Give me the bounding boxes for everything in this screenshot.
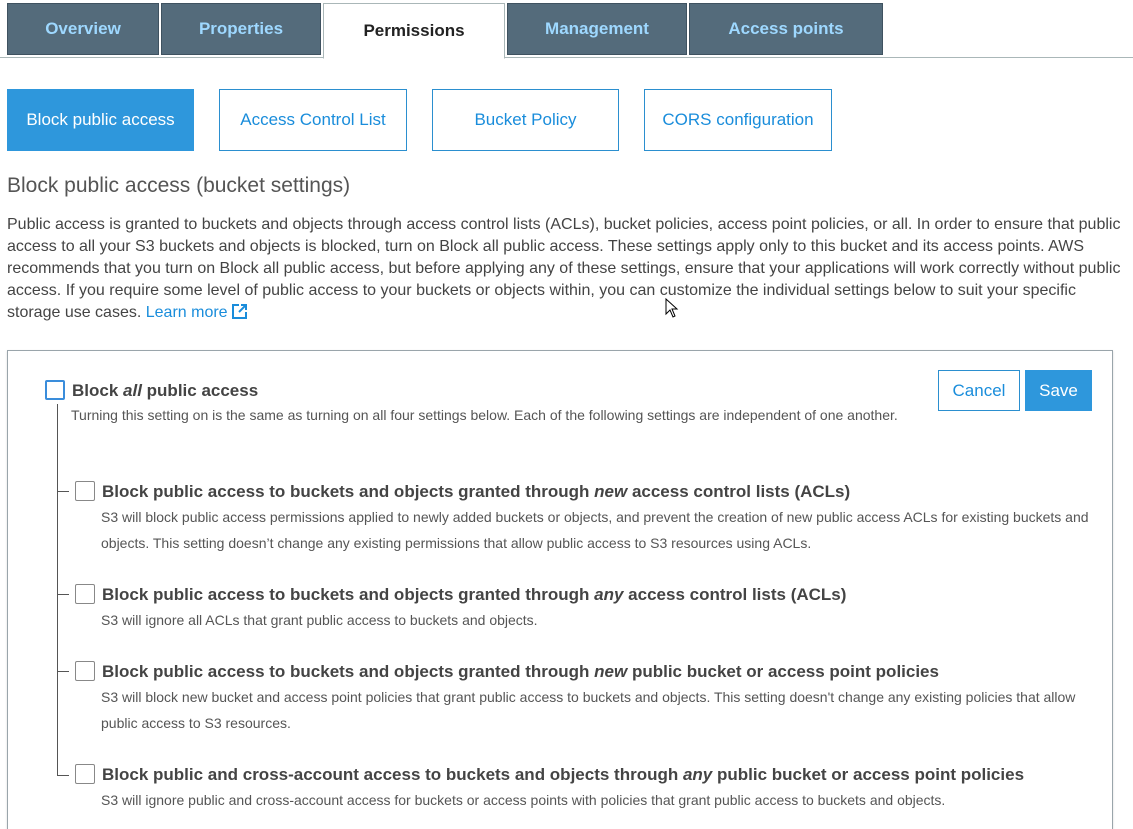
subtab-block-public-access[interactable] <box>7 89 194 151</box>
tab-permissions[interactable] <box>323 3 505 59</box>
block-all-checkbox[interactable] <box>45 380 65 400</box>
title-text: access control lists (ACLs) <box>627 482 851 501</box>
option-any-acl-checkbox[interactable] <box>75 584 95 604</box>
title-text: Block public access to buckets and objects granted through <box>102 482 595 501</box>
tab-access-points[interactable] <box>689 3 883 55</box>
title-emphasis: all <box>123 381 142 400</box>
title-text: Block <box>72 381 124 400</box>
tab-label: Permissions <box>363 21 465 40</box>
option-title <box>102 662 939 682</box>
title-text: Block public access to buckets and objects granted through <box>102 662 595 681</box>
option-new-acl-checkbox[interactable] <box>75 481 95 501</box>
option-title <box>102 585 846 605</box>
description-text: Public access is granted to buckets and objects through access control lists (ACLs), bucket policies, access point policies, or all. In order to ensure that public access to all your S3 buckets and objects is blocked, turn on Block all public access. These settings apply only to this bucket and its access points. AWS recommends that you turn on Block all public access, but before applying any of these settings, ensure that your applications will work correctly without public access. If you require some level of public access to your buckets or objects within, you can customize the individual settings below to suit your specific storage use cases. <box>7 216 1121 321</box>
title-text: Block public and cross-account access to buckets and objects through <box>102 765 683 784</box>
top-tab-bar <box>0 0 1133 58</box>
subtab-cors-configuration[interactable] <box>644 89 832 151</box>
option-description: S3 will ignore all ACLs that grant public access to buckets and objects. <box>101 612 538 628</box>
subtab-label: Block public access <box>26 110 175 129</box>
external-link-icon <box>232 303 248 319</box>
tab-properties[interactable] <box>161 3 321 55</box>
learn-more-label: Learn more <box>145 304 228 321</box>
subtab-label: Access Control List <box>240 110 386 129</box>
title-emphasis: any <box>594 585 624 604</box>
tab-label: Management <box>545 19 649 38</box>
title-text: Block public access to buckets and objects granted through <box>102 585 595 604</box>
title-emphasis: any <box>682 765 713 784</box>
block-all-title <box>72 381 258 401</box>
tab-label: Access points <box>728 19 844 38</box>
mouse-cursor-icon <box>665 298 679 318</box>
tree-branch <box>57 775 69 776</box>
title-text: public bucket or access point policies <box>712 765 1025 784</box>
title-text: access control lists (ACLs) <box>623 585 847 604</box>
title-emphasis: new <box>594 482 628 501</box>
cancel-button[interactable] <box>938 370 1020 411</box>
block-all-description: Turning this setting on is the same as turning on all four settings below. Each of the following settings are independent of one another. <box>71 407 898 423</box>
tree-branch <box>57 594 69 595</box>
save-button[interactable] <box>1025 370 1092 411</box>
subtab-bucket-policy[interactable] <box>432 89 619 151</box>
cancel-label: Cancel <box>952 380 1006 400</box>
learn-more-link[interactable] <box>146 304 248 321</box>
section-description <box>7 214 1127 324</box>
tab-label: Properties <box>198 19 284 38</box>
title-text: public bucket or access point policies <box>627 662 939 681</box>
option-new-policy-checkbox[interactable] <box>75 661 95 681</box>
option-description: S3 will block new bucket and access point policies that grant public access to buckets and objects. This setting doesn't change any existing policies that allow public access to S3 resources. <box>101 689 1076 731</box>
save-label: Save <box>1039 380 1078 400</box>
option-title <box>102 765 1024 785</box>
tab-management[interactable] <box>507 3 687 55</box>
tree-branch <box>57 491 69 492</box>
option-description: S3 will ignore public and cross-account access for buckets or access points with policies that grant public access to buckets and objects. <box>101 792 946 808</box>
subtab-label: Bucket Policy <box>474 110 577 129</box>
title-text: public access <box>141 381 259 400</box>
tab-overview[interactable] <box>7 3 159 55</box>
section-title: Block public access (bucket settings) <box>7 174 351 197</box>
subtab-access-control-list[interactable] <box>219 89 407 151</box>
option-any-policy-checkbox[interactable] <box>75 764 95 784</box>
subtab-label: CORS configuration <box>662 110 814 129</box>
option-description: S3 will block public access permissions applied to newly added buckets or objects, and prevent the creation of new public access ACLs for existing buckets and objects. This setting doesn’t change any existing permissions that allow public access to S3 resources using ACLs. <box>101 509 1089 551</box>
tree-line <box>57 404 58 776</box>
tab-label: Overview <box>45 19 121 38</box>
tree-branch <box>57 671 69 672</box>
option-title <box>102 482 850 502</box>
title-emphasis: new <box>594 662 628 681</box>
